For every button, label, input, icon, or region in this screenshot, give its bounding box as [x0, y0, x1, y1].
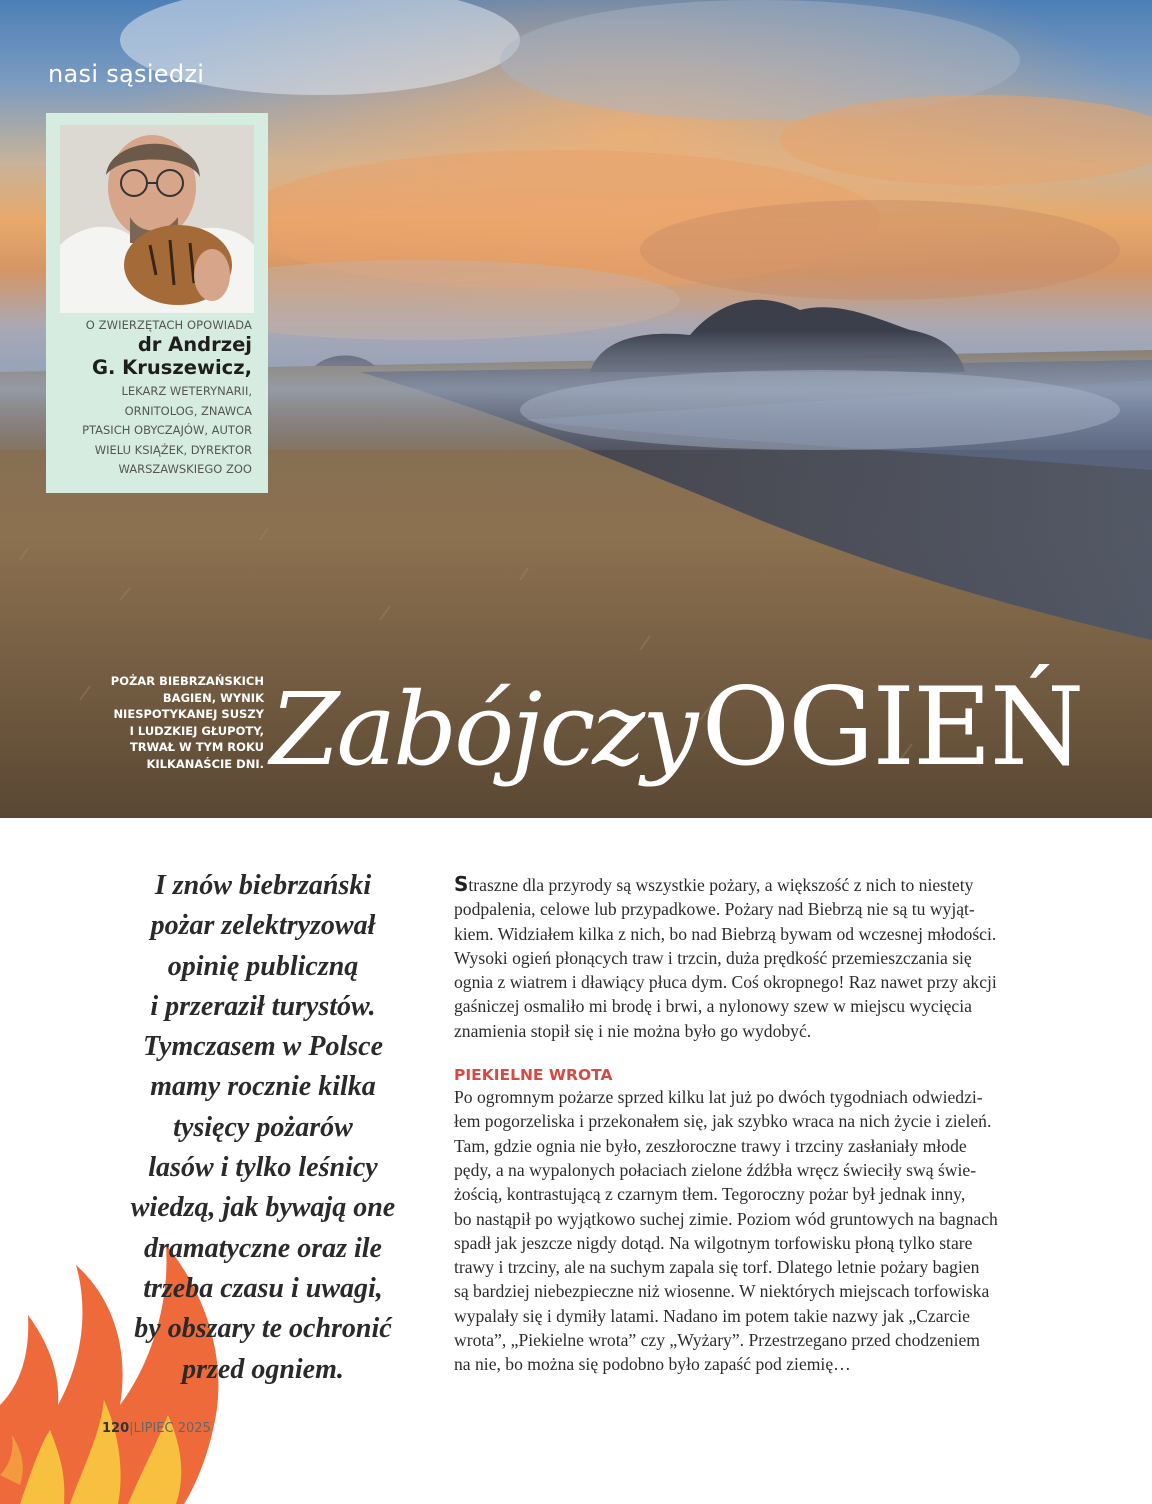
headline-italic: Zabójczy	[270, 671, 696, 788]
page-number: 120	[102, 1421, 130, 1436]
article-paragraph-1	[454, 872, 1030, 1043]
author-intro: O ZWIERZĘTACH OPOWIADA	[85, 318, 252, 332]
drop-cap: S	[454, 872, 469, 896]
author-portrait	[60, 125, 254, 313]
author-info	[46, 317, 252, 480]
page-folio	[102, 1421, 211, 1436]
headline-caps: OGIEŃ	[701, 665, 1083, 790]
author-description: LEKARZ WETERYNARII, ORNITOLOG, ZNAWCA PTASICH OBYCZAJÓW, AUTOR WIELU KSIĄŻEK, DYREKTOR WARSZAWSKIEGO ZOO	[82, 384, 252, 476]
issue-date: LIPIEC 2025	[133, 1421, 211, 1436]
section-label: nasi sąsiedzi	[48, 60, 205, 88]
photo-caption: POŻAR BIEBRZAŃSKICH BAGIEN, WYNIK NIESPOTYKANEJ SUSZY I LUDZKIEJ GŁUPOTY, TRWAŁ W TYM ROKU KILKANAŚCIE DNI.	[110, 674, 264, 771]
paragraph-1-text: traszne dla przyrody są wszystkie pożary, a większość z nich to niestety podpalenia, celowe lub przypadkowe. Pożary nad Biebrzą nie są tu wyjąt- kiem. Widziałem kilka z nich, bo nad Biebrzą bywam od wczesnej młodości. Wysoki ogień płonących traw i trzcin, duża prędkość przemieszczania się ognia z wiatrem i dławiący płuca dym. Coś okropnego! Raz nawet przy akcji gaśniczej osmaliło mi brodę i brwi, a nylonowy szew w miejscu wycięcia znamienia stopił się i nie można było go wydobyć.	[454, 875, 997, 1041]
pull-quote: I znów biebrzański pożar zelektryzował opinię publiczną i przeraził turystów. Tymczasem w Polsce mamy rocznie kilka tysięcy pożarów lasów i tylko leśnicy wiedzą, jak bywają one dramatyczne oraz ile trzeba czasu i uwagi, by obszary te ochronić przed ogniem.	[130, 870, 396, 1385]
author-name-line2: G. Kruszewicz,	[91, 356, 252, 379]
folio-separator: |	[129, 1421, 134, 1436]
article-subheading: PIEKIELNE WROTA	[454, 1066, 613, 1085]
headline	[270, 665, 1140, 795]
author-name-line1: dr Andrzej	[137, 333, 252, 356]
author-portrait-illustration	[60, 125, 254, 313]
article-paragraph-2: Po ogromnym pożarze sprzed kilku lat już po dwóch tygodniach odwiedzi- łem pogorzeliska i przekonałem się, jak szybko wraca na nich życie i zieleń. Tam, gdzie ognia nie było, zeszłoroczne trawy i trzciny zasłaniały młode pędy, a na wypalonych połaciach zielone źdźbła wręcz świeciły swą świe- żością, kontrastującą z czarnym tłem. Tegoroczny pożar był jednak inny, bo nastąpił po wyjątkowo suchej zimie. Poziom wód gruntowych na bagnach spadł jak jeszcze nigdy dotąd. Na wilgotnym torfowisku płoną tylko stare trawy i trzciny, ale na suchym zapala się torf. Dlatego letnie pożary bagien są bardziej niebezpieczne niż wiosenne. W niektórych miejscach torfowiska wypalały się i dymiły latami. Nadano im potem takie nazwy jak „Czarcie wrota”, „Piekielne wrota” czy „Wyżary”. Przestrzegano przed chodzeniem na nie, bo można się podobno było zapaść pod ziemię…	[454, 1087, 998, 1375]
article-body	[454, 872, 1030, 1377]
author-box	[46, 113, 268, 493]
